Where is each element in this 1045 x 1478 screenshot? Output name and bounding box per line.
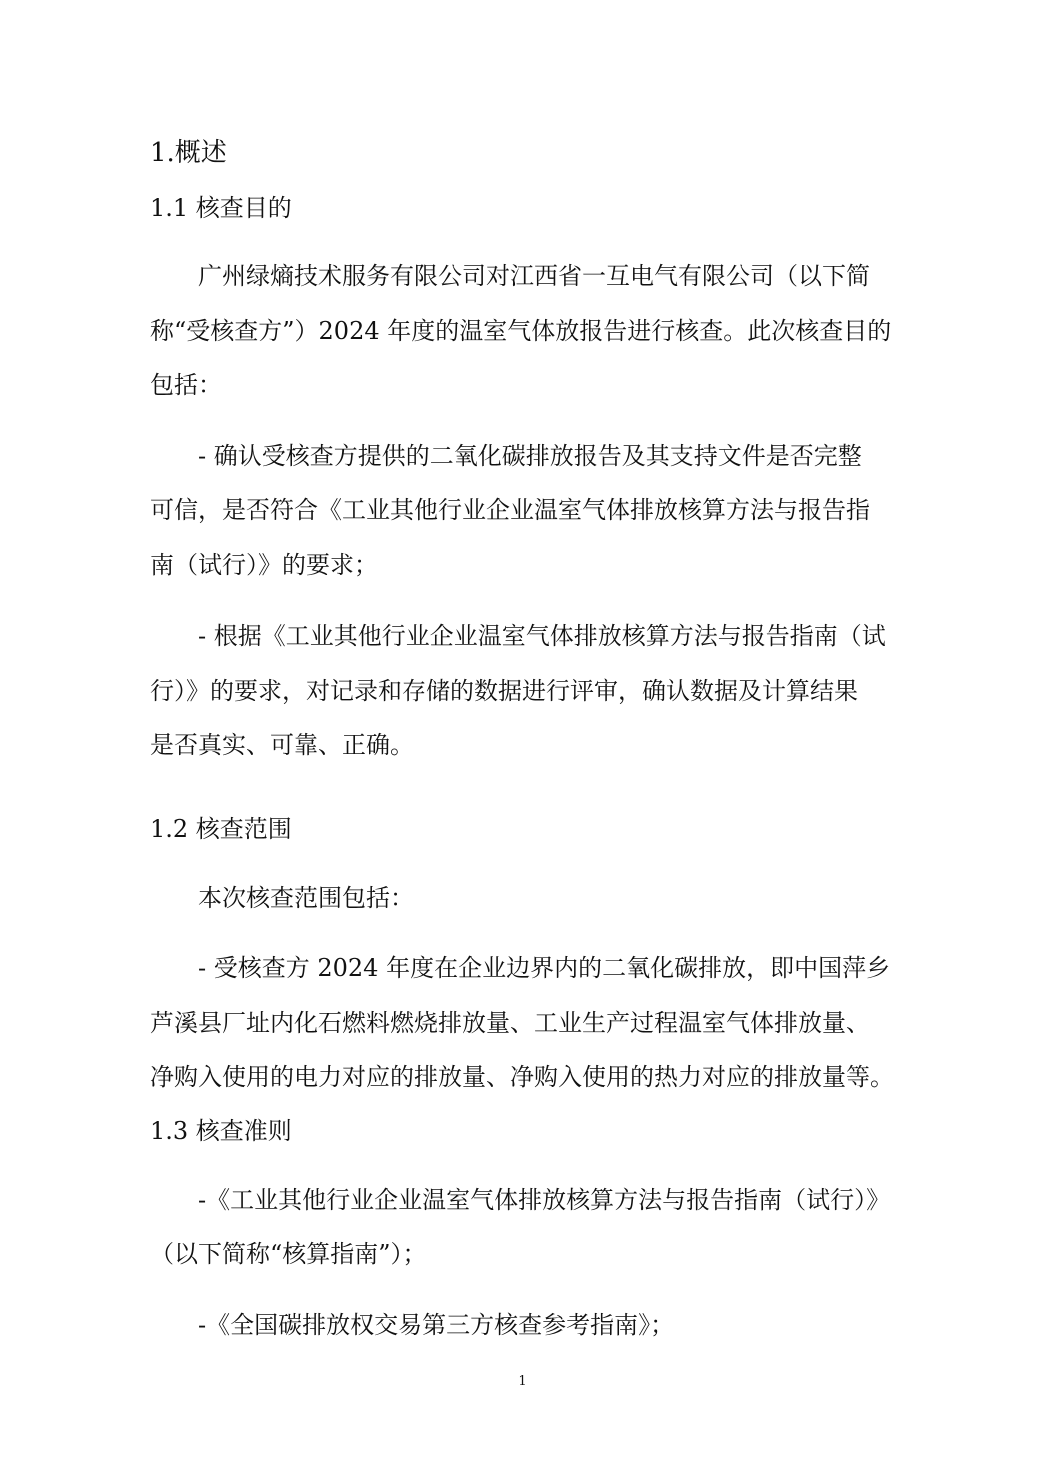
section-heading: 1.概述 [150,138,227,168]
bullet-line: -《全国碳排放权交易第三方核查参考指南》； [198,1311,675,1339]
paragraph-line: 广州绿熵技术服务有限公司对江西省一互电气有限公司（以下简 [198,262,870,290]
bullet-line: 净购入使用的电力对应的排放量、净购入使用的热力对应的排放量等。 [150,1063,894,1091]
bullet-line: -《工业其他行业企业温室气体排放核算方法与报告指南（试行）》 [198,1186,891,1214]
bullet-line: 行）》的要求，对记录和存储的数据进行评审，确认数据及计算结果 [150,677,858,705]
paragraph-line: 称“受核查方”）2024 年度的温室气体放报告进行核查。此次核查目的 [150,317,892,345]
subsection-heading: 1.1 核查目的 [150,194,292,222]
bullet-line: - 确认受核查方提供的二氧化碳排放报告及其支持文件是否完整 [198,442,862,470]
bullet-line: - 受核查方 2024 年度在企业边界内的二氧化碳排放，即中国萍乡 [198,954,891,982]
paragraph-line: 包括： [150,371,222,399]
page-number: 1 [518,1374,527,1389]
bullet-line: 芦溪县厂址内化石燃料燃烧排放量、工业生产过程温室气体排放量、 [150,1009,870,1037]
bullet-line: 是否真实、可靠、正确。 [150,731,414,759]
paragraph-line: 本次核查范围包括： [198,884,414,912]
bullet-line: （以下简称“核算指南”）； [150,1240,427,1268]
subsection-heading: 1.2 核查范围 [150,815,292,843]
bullet-line: - 根据《工业其他行业企业温室气体排放核算方法与报告指南（试 [198,622,886,650]
bullet-line: 南（试行）》的要求； [150,551,378,579]
subsection-heading: 1.3 核查准则 [150,1117,292,1145]
bullet-line: 可信，是否符合《工业其他行业企业温室气体排放核算方法与报告指 [150,496,870,524]
